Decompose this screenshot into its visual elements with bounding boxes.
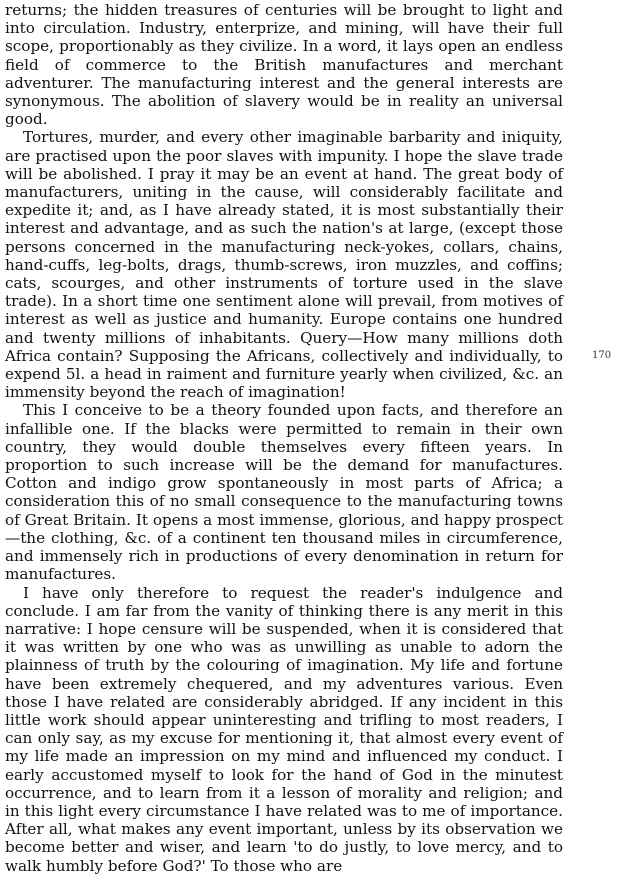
paragraph-continuation: returns; the hidden treasures of centuries will be brought to light and into circulation. Industry, enterprize, and mining, will have their full scope, proportionably as they civilize. In a word, it lays open an endless field of commerce to the British manufactures and merchant adventurer. The manufacturing interest and the general interests are synonymous. The abolition of slavery would be in reality an universal good. [5,1,563,129]
page-number: 170 [592,350,612,361]
paragraph-theory: This I conceive to be a theory founded upon facts, and therefore an infallible one. If the blacks were permitted to remain in their own country, they would double themselves every fifteen years. In proportion to such increase will be the demand for manufactures. Cotton and indigo grow spontaneously in most parts of Africa; a consideration this of no small consequence to the manufacturing towns of Great Britain. It opens a most immense, glorious, and happy prospect—the clothing, &c. of a continent ten thousand miles in circumference, and immensely rich in productions of every denomination in return for manufactures. [5,401,563,584]
paragraph-conclusion: I have only therefore to request the reader's indulgence and conclude. I am far from the vanity of thinking there is any merit in this narrative: I hope censure will be suspended, when it is considered that it was written by one who was as unwilling as unable to adorn the plainness of truth by the colouring of imagination. My life and fortune have been extremely chequered, and my adventures various. Even those I have related are considerably abridged. If any incident in this little work should appear uninteresting and trifling to most readers, I can only say, as my excuse for mentioning it, that almost every event of my life made an impression on my mind and influenced my conduct. I early accustomed myself to look for the hand of God in the minutest occurrence, and to learn from it a lesson of morality and religion; and in this light every circumstance I have related was to me of importance. After all, what makes any event important, unless by its observation we become better and wiser, and learn 'to do justly, to love mercy, and to walk humbly before God?' To those who are [5,583,563,875]
paragraph-tortures: Tortures, murder, and every other imaginable barbarity and iniquity, are practised upon the poor slaves with impunity. I hope the slave trade will be abolished. I pray it may be an event at hand. The great body of manufacturers, uniting in the cause, will considerably facilitate and expedite it; and, as I have already stated, it is most substantially their interest and advantage, and as such the nation's at large, (except those persons concerned in the manufacturing neck-yokes, collars, chains, hand-cuffs, leg-bolts, drags, thumb-screws, iron muzzles, and coffins; cats, scourges, and other instruments of torture used in the slave trade). In a short time one sentiment alone will prevail, from motives of interest as well as justice and humanity. Europe contains one hundred and twenty millions of inhabitants. Query—How many millions doth Africa contain? Supposing the Africans, collectively and individually, to expend 5l. a head in raiment and furniture yearly when civilized, &c. an immensity beyond the reach of imagination! [5,128,563,402]
document-page [5,1,563,875]
